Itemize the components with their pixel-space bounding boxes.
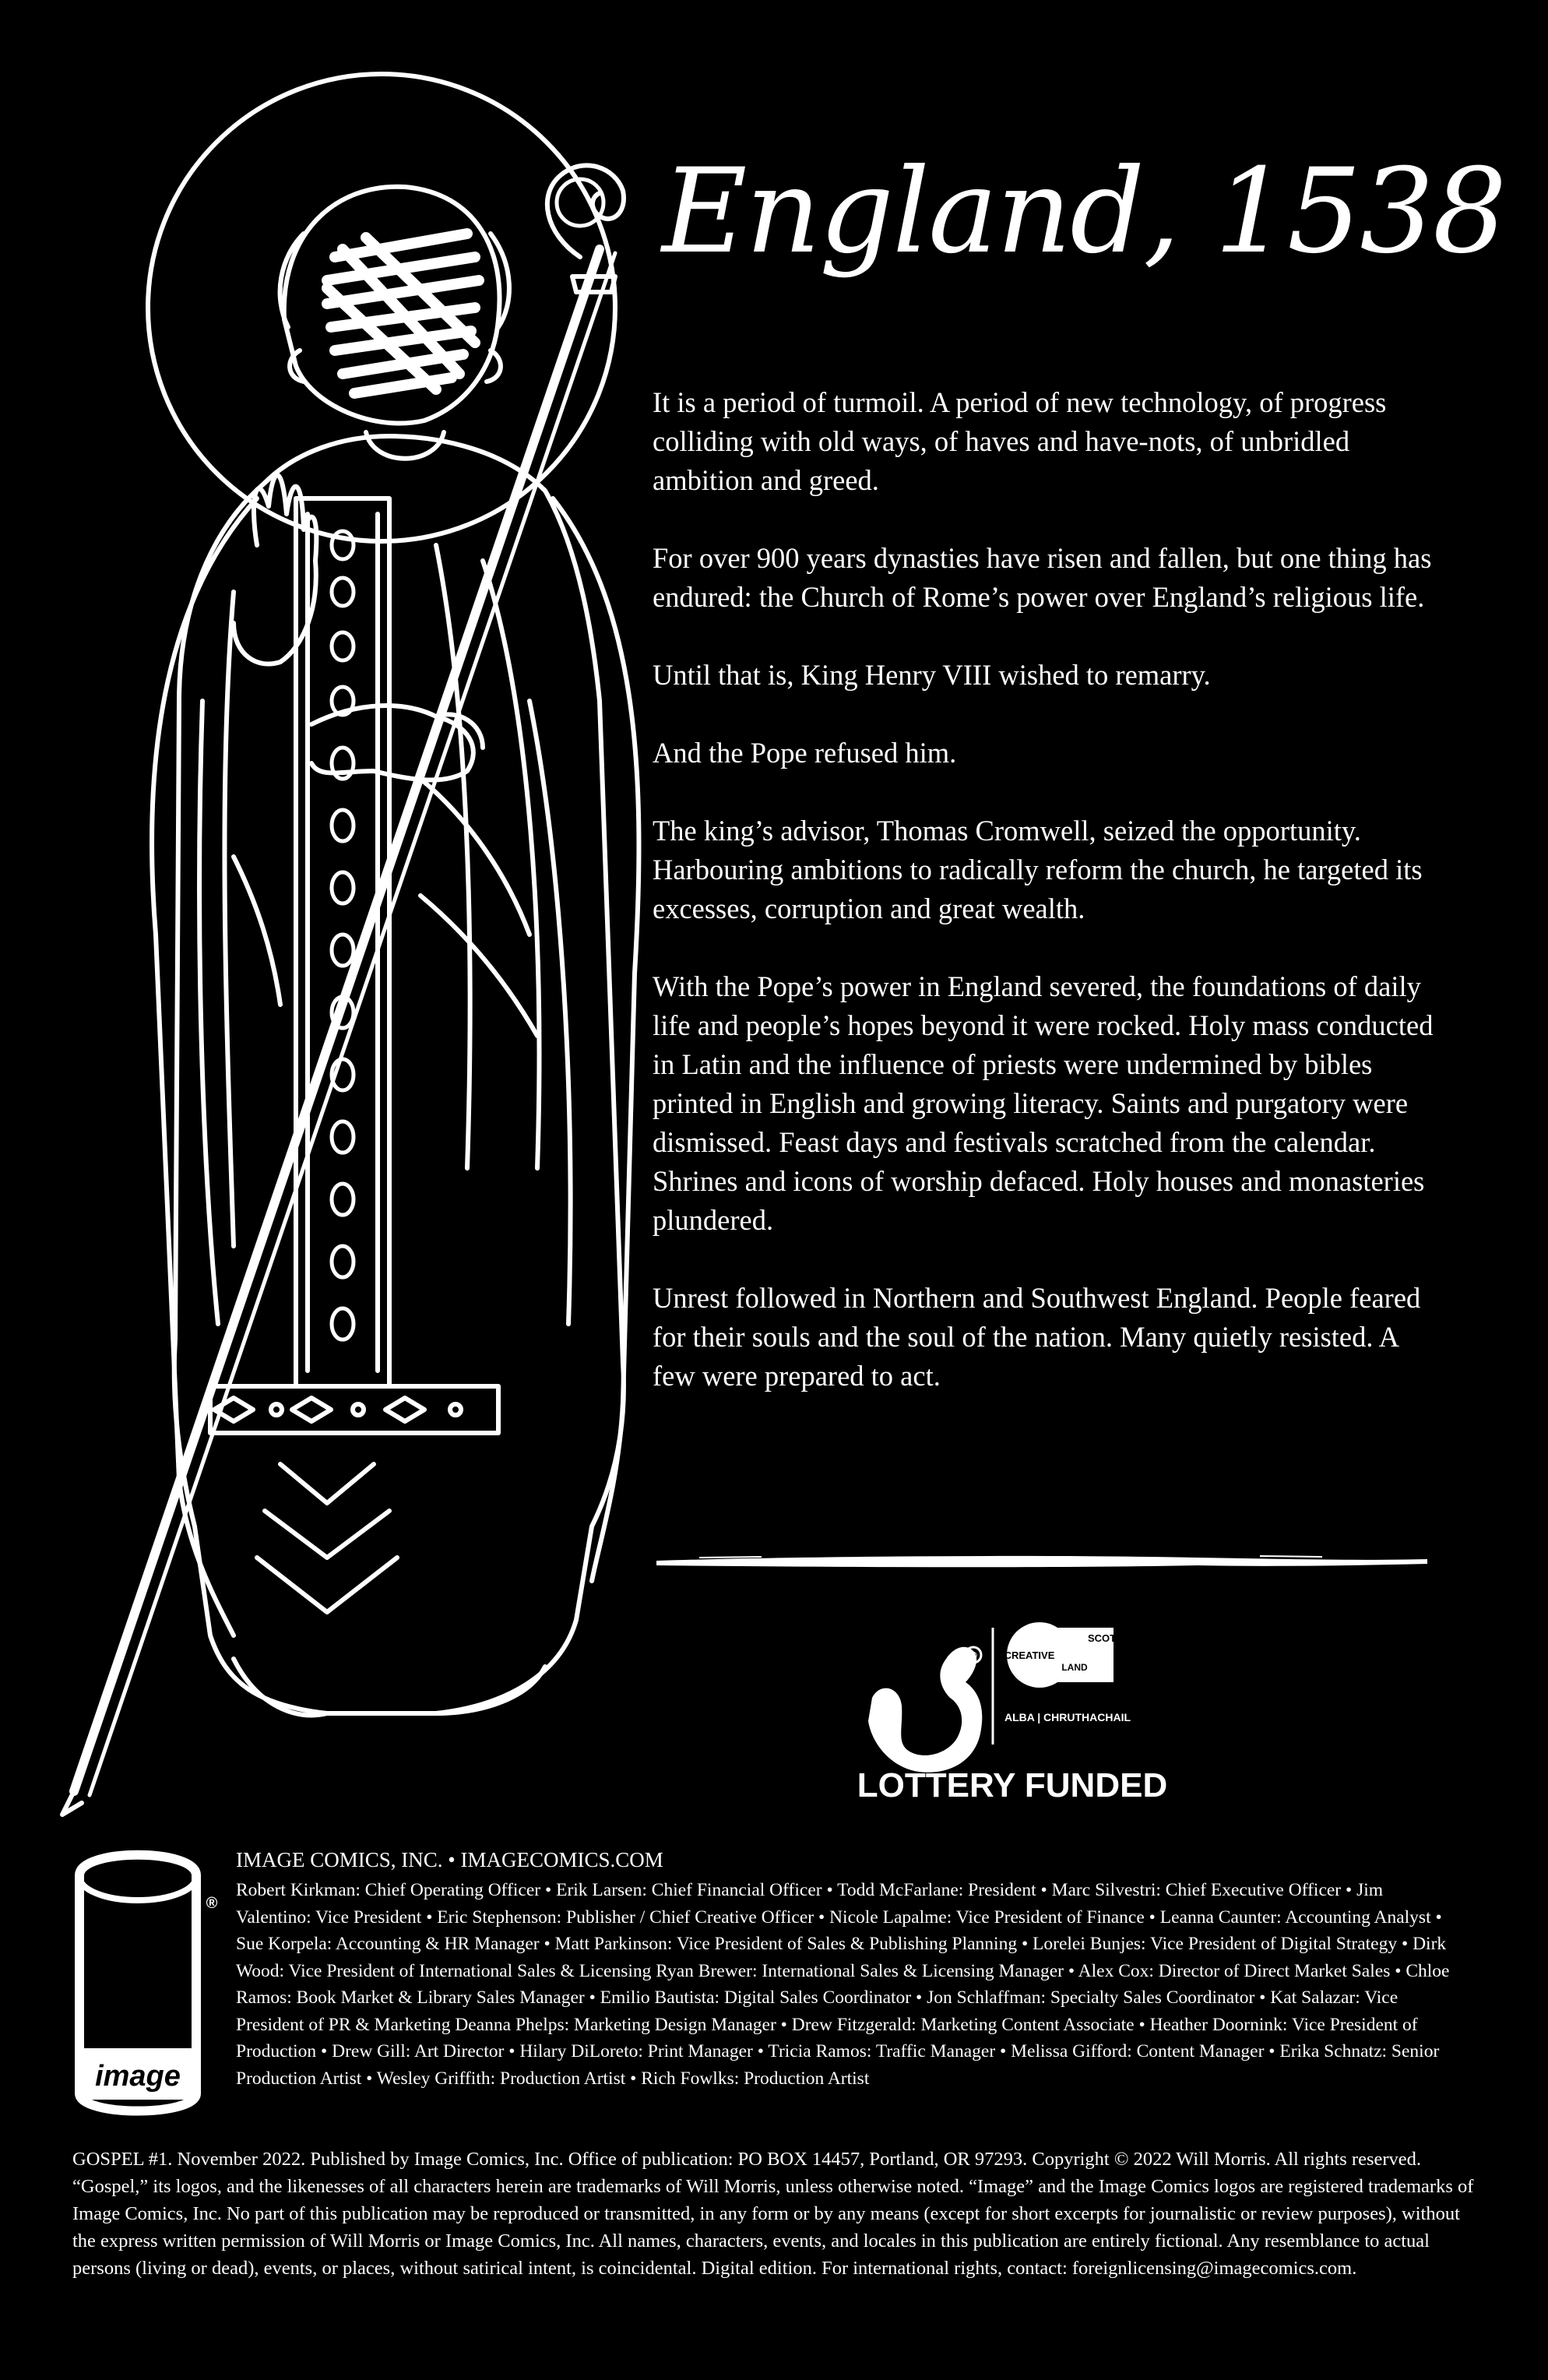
story-paragraph: Until that is, King Henry VIII wished to remarry. [653, 659, 1211, 691]
story-paragraph: It is a period of turmoil. A period of new technology, of progress colliding with old ways, of haves and have-nots, of unbridled ambition and greed. [653, 386, 1387, 496]
story-text [653, 383, 1439, 1435]
scribbled-face [327, 234, 479, 393]
page-title: England, 1538 [662, 144, 1506, 280]
story-paragraph: For over 900 years dynasties have risen and fallen, but one thing has endured: the Church of Rome’s power over England’s religious life. [653, 542, 1432, 613]
story-paragraph: Unrest followed in Northern and Southwest England. People feared for their souls and the soul of the nation. Many quietly resisted. A few were prepared to act. [653, 1282, 1421, 1392]
image-registered-mark: ® [206, 1895, 218, 1912]
land-text: LAND [1061, 1662, 1088, 1673]
credits-block [236, 1846, 1482, 2092]
registered-mark: ® [969, 1649, 977, 1661]
image-comics-logo [72, 1844, 220, 2125]
halo [148, 74, 615, 541]
credits-list: Robert Kirkman: Chief Operating Officer • Erik Larsen: Chief Financial Officer • Todd McFarlane: President • Marc Silvestri: Chief Executive Officer • Jim Valentino: Vice President • Eric Stephenson: Publisher / Chief Creative Officer • Nicole Lapalme: Vice President of Finance • Leanna Caunter: Accounting Analyst • Sue Korpela: Accounting & HR Manager • Matt Parkinson: Vice President of Sales & Publishing Planning • Lorelei Bunjes: Vice President of Digital Strategy • Dirk Wood: Vice President of International Sales & Licensing Ryan Brewer: International Sales & Licensing Manager • Alex Cox: Director of Direct Market Sales • Chloe Ramos: Book Market & Library Sales Manager • Emilio Bautista: Digital Sales Coordinator • Jon Schlaffman: Specialty Sales Coordinator • Kat Salazar: Vice President of PR & Marketing Deanna Phelps: Marketing Design Manager • Drew Fitzgerald: Marketing Content Associate • Heather Doornink: Vice President of Production • Drew Gill: Art Director • Hilary DiLoreto: Print Manager • Tricia Ramos: Traffic Manager • Melissa Gifford: Content Manager • Erika Schnatz: Senior Production Artist • Wesley Griffith: Production Artist • Rich Fowlks: Production Artist [236, 1880, 1450, 2089]
credits-header: IMAGE COMICS, INC. • IMAGECOMICS.COM [236, 1848, 663, 1871]
brush-divider [653, 1550, 1431, 1573]
alba-text: ALBA | CHRUTHACHAIL [1004, 1711, 1131, 1723]
robe-outline [174, 436, 624, 1713]
story-paragraph: The king’s advisor, Thomas Cromwell, seized the opportunity. Harbouring ambitions to radically reform the church, he targeted its excesses, corruption and great wealth. [653, 815, 1423, 924]
lottery-funded-label: LOTTERY FUNDED [857, 1766, 1168, 1804]
creative-text: CREATIVE [1004, 1649, 1055, 1661]
story-paragraph: And the Pope refused him. [653, 737, 957, 769]
image-logo-text: image [95, 2060, 181, 2093]
story-paragraph: With the Pope’s power in England severed, the foundations of daily life and people’s hopes beyond it were rocked. Holy mass conducted in Latin and the influence of priests were undermined by bibles printed in English and growing literacy. Saints and purgatory were dismissed. Feast days and festivals scratched from the calendar. Shrines and icons of worship defaced. Holy houses and monasteries plundered. [653, 970, 1434, 1236]
legal-notice: GOSPEL #1. November 2022. Published by Image Comics, Inc. Office of publication: PO BOX 14457, Portland, OR 97293. Copyright © 2022 Will Morris. All rights reserved. “Gospel,” its logos, and the likenesses of all characters herein are trademarks of Will Morris, unless otherwise noted. “Image” and the Image Comics logos are registered trademarks of Image Comics, Inc. No part of this publication may be reproduced or transmitted, in any form or by any means (except for short excerpts for journalistic or review purposes), without the express written permission of Will Morris or Image Comics, Inc. All names, characters, events, and locales in this publication are entirely fictional. Any resemblance to actual persons (living or dead), events, or places, without satirical intent, is coincidental. Digital edition. For international rights, contact: foreignlicensing@imagecomics.com. [72, 2149, 1474, 2279]
crossed-fingers-icon [868, 1647, 982, 1773]
scot-text: SCOT [1087, 1632, 1117, 1644]
crozier-staff [74, 249, 600, 1791]
